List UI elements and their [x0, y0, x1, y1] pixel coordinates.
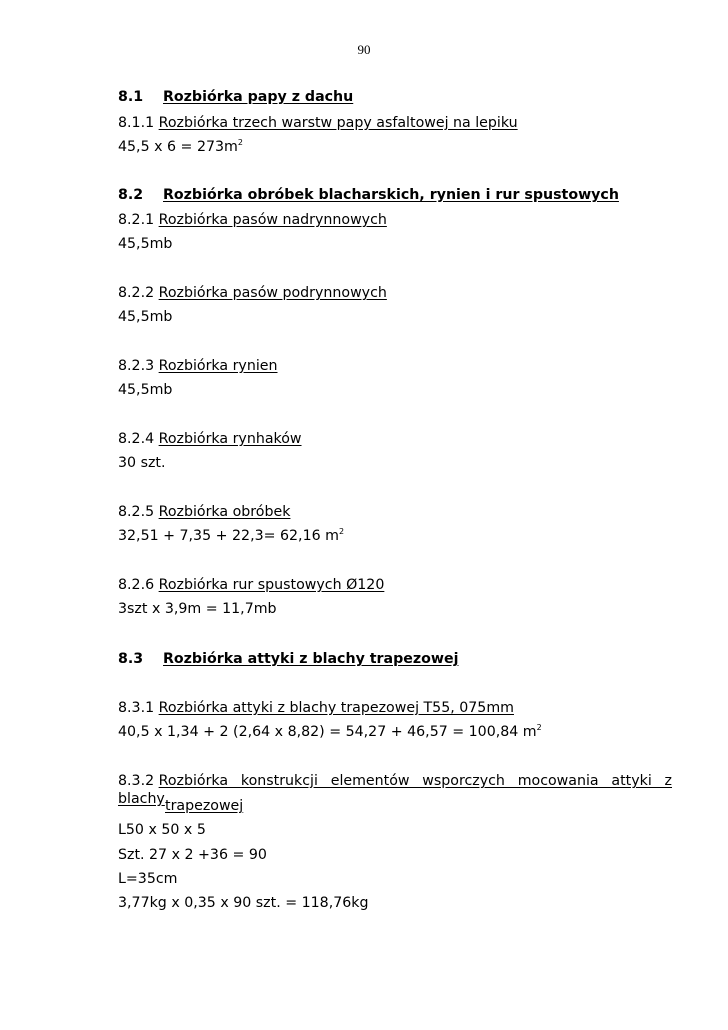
section-number: 8.3: [118, 651, 144, 667]
subsection-heading: [118, 430, 302, 448]
calculation: 30 szt.: [118, 455, 166, 471]
subsection-number: 8.2.3: [118, 358, 155, 374]
subsection-heading: [118, 284, 387, 302]
subsection-number: 8.1.1: [118, 115, 155, 131]
subsection-number: 8.2.4: [118, 431, 155, 447]
section-number: 8.1: [118, 89, 144, 105]
subsection-title: Rozbiórka obróbek: [158, 504, 291, 520]
subsection-heading: [118, 576, 384, 594]
section-title: Rozbiórka obróbek blacharskich, rynien i rur spustowych: [163, 187, 619, 203]
subsection-title: Rozbiórka trzech warstw papy asfaltowej na lepiku: [158, 115, 518, 131]
calculation: [118, 138, 243, 156]
section-heading: [118, 88, 353, 106]
subsection-heading: [118, 699, 514, 717]
section-number: 8.2: [118, 187, 144, 203]
section-title: Rozbiórka attyki z blachy trapezowej: [163, 651, 459, 667]
subsection-number: 8.2.6: [118, 577, 155, 593]
superscript: 2: [338, 527, 345, 536]
subsection-heading: [118, 503, 290, 521]
calculation: 45,5mb: [118, 382, 173, 398]
superscript: 2: [237, 138, 243, 147]
calculation-line: Szt. 27 x 2 +36 = 90: [118, 847, 267, 863]
subsection-number: 8.2.2: [118, 285, 155, 301]
page-number: 90: [357, 42, 371, 57]
subsection-number: 8.2.5: [118, 504, 155, 520]
calculation-line: L50 x 50 x 5: [118, 822, 206, 838]
calculation: 3szt x 3,9m = 11,7mb: [118, 601, 277, 617]
subsection-number: 8.3.1: [118, 700, 155, 716]
subsection-heading: [118, 357, 278, 375]
subsection-heading: [118, 114, 518, 132]
calculation: 45,5mb: [118, 236, 173, 252]
section-title: Rozbiórka papy z dachu: [163, 89, 354, 105]
subsection-number: 8.3.2: [118, 773, 155, 789]
calculation-line: 3,77kg x 0,35 x 90 szt. = 118,76kg: [118, 895, 369, 911]
calculation: [118, 527, 344, 545]
subsection-title: Rozbiórka pasów podrynnowych: [158, 285, 387, 301]
subsection-title: Rozbiórka pasów nadrynnowych: [158, 212, 387, 228]
subsection-heading: [118, 211, 387, 229]
calculation-text: 32,51 + 7,35 + 22,3= 62,16 m: [118, 528, 339, 544]
subsection-title: Rozbiórka attyki z blachy trapezowej T55, 075mm: [158, 700, 514, 716]
subsection-title-continuation: trapezowej: [165, 798, 244, 814]
calculation-line: L=35cm: [118, 871, 178, 887]
subsection-title: Rozbiórka konstrukcji elementów wsporczych mocowania attyki z blachy: [118, 773, 672, 807]
calculation: [118, 723, 542, 741]
subsection-number: 8.2.1: [118, 212, 155, 228]
subsection-title: Rozbiórka rur spustowych Ø120: [158, 577, 385, 593]
superscript: 2: [536, 723, 542, 732]
subsection-title: Rozbiórka rynien: [158, 358, 278, 374]
section-heading: [118, 650, 458, 668]
subsection-title: Rozbiórka rynhaków: [158, 431, 302, 447]
section-heading: [118, 186, 619, 204]
calculation: 45,5mb: [118, 309, 173, 325]
calculation-text: 40,5 x 1,34 + 2 (2,64 x 8,82) = 54,27 + 46,57 = 100,84 m: [118, 724, 537, 740]
calculation-text: 45,5 x 6 = 273m: [118, 139, 238, 155]
